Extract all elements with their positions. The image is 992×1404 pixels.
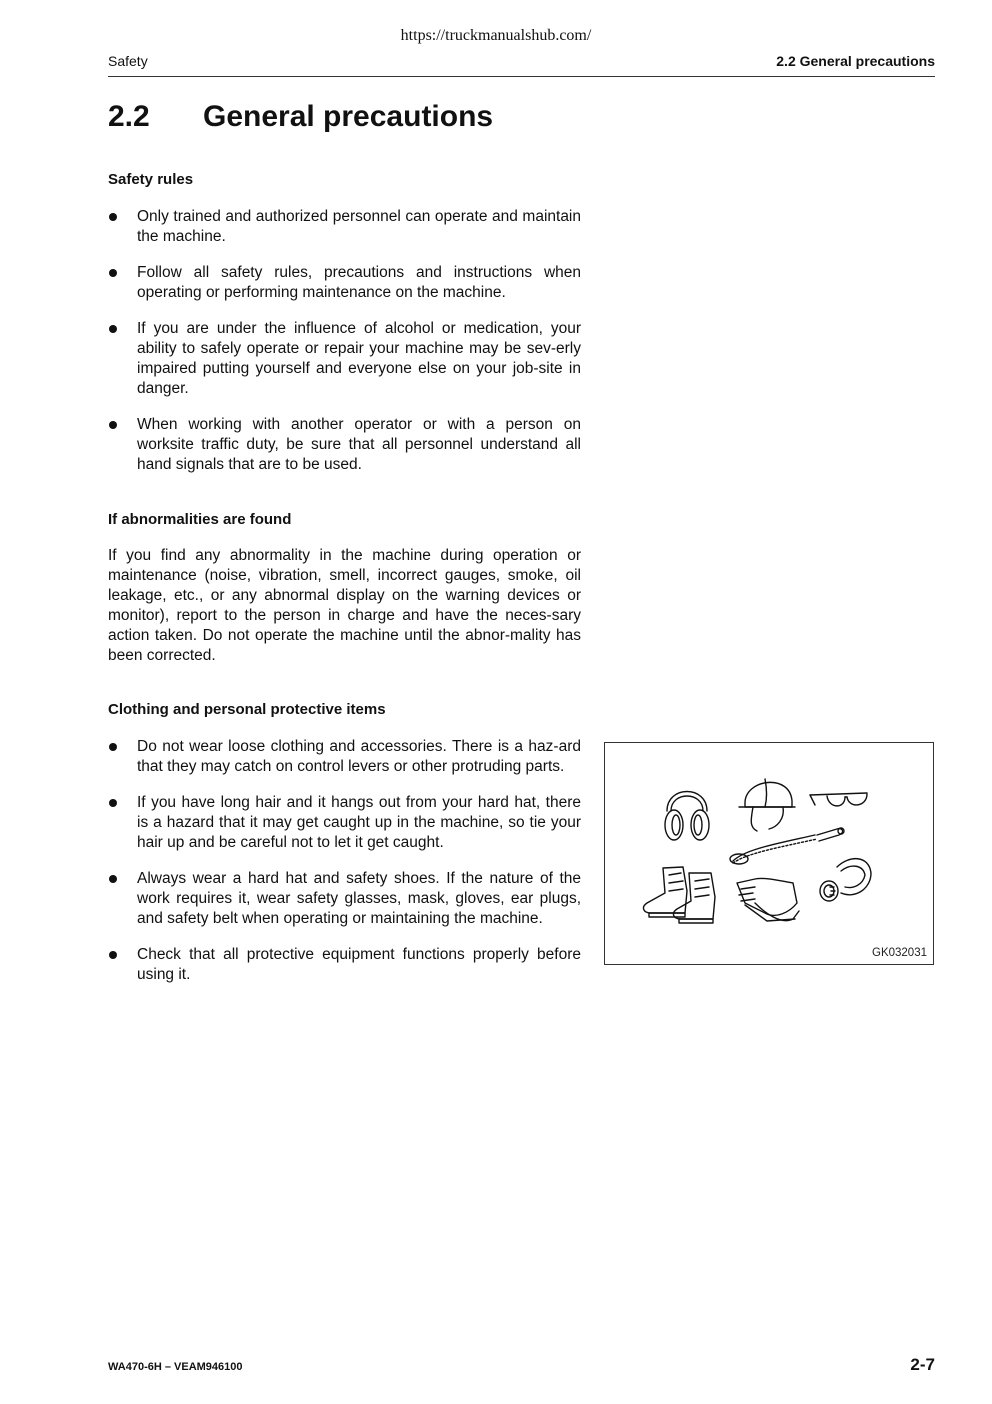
respirator-mask-icon xyxy=(820,859,871,901)
list-item-text: Follow all safety rules, precautions and instructions when operating or performing maintenance on the machine. xyxy=(137,264,581,301)
list-item xyxy=(108,793,581,853)
page-number: 2-7 xyxy=(910,1355,935,1374)
title-text: General precautions xyxy=(203,100,494,133)
section-safety-rules xyxy=(108,171,581,491)
safety-belt-icon xyxy=(730,828,844,864)
list-item xyxy=(108,945,581,985)
list-item-text: Do not wear loose clothing and accessories. There is a haz-ard that they may catch on control levers or other protruding parts. xyxy=(137,738,581,775)
bullet-dot xyxy=(109,269,117,277)
bullet-dot xyxy=(109,421,117,429)
section-heading: Clothing and personal protective items xyxy=(108,701,386,718)
gloves-icon xyxy=(737,878,799,921)
list-item-text: If you are under the influence of alcohol or medication, your ability to safely operate or repair your machine may be sev-erly impaired putting yourself and everyone else on your job-site in danger. xyxy=(137,320,581,397)
section-clothing xyxy=(108,701,581,1001)
header-section-name: Safety xyxy=(108,53,148,69)
list-item-text: Only trained and authorized personnel can operate and maintain the machine. xyxy=(137,208,581,245)
bullet-dot xyxy=(109,213,117,221)
section-paragraph: If you find any abnormality in the machine during operation or maintenance (noise, vibration, smell, incorrect gauges, smoke, oil leakage, etc., or any abnormal display on the warning devices or monitor), report to the person in charge and have the neces-sary action taken. Do not operate the machine until the abnor-mality has been corrected. xyxy=(108,547,581,664)
header-divider xyxy=(108,76,935,77)
list-item xyxy=(108,319,581,399)
list-item-text: When working with another operator or with a person on worksite traffic duty, be sure that all personnel understand all hand signals that are to be used. xyxy=(137,416,581,473)
bullet-dot xyxy=(109,799,117,807)
list-item xyxy=(108,869,581,929)
list-item xyxy=(108,207,581,247)
figure-code: GK032031 xyxy=(872,947,927,959)
source-url[interactable]: https://truckmanualshub.com/ xyxy=(400,27,592,44)
section-heading: Safety rules xyxy=(108,171,194,188)
ear-muffs-icon xyxy=(665,792,709,841)
list-item-text: Check that all protective equipment functions properly before using it. xyxy=(137,946,581,983)
section-heading: If abnormalities are found xyxy=(108,511,292,528)
safety-glasses-icon xyxy=(810,793,867,806)
list-item xyxy=(108,263,581,303)
page-title xyxy=(108,100,493,134)
header-chapter-title: 2.2 General precautions xyxy=(776,53,935,69)
bullet-list xyxy=(108,207,581,475)
hard-hat-icon xyxy=(739,779,795,831)
list-item xyxy=(108,737,581,777)
bullet-dot xyxy=(109,325,117,333)
safety-boots-icon xyxy=(644,867,715,923)
bullet-dot xyxy=(109,951,117,959)
footer-model-number: WA470-6H – VEAM946100 xyxy=(108,1361,243,1373)
list-item-text: If you have long hair and it hangs out from your hard hat, there is a hazard that it may get caught up in the machine, so tie your hair up and be careful not to let it get caught. xyxy=(137,794,581,851)
protective-equipment-figure xyxy=(604,742,934,965)
section-abnormalities xyxy=(108,511,581,666)
bullet-dot xyxy=(109,743,117,751)
title-number: 2.2 xyxy=(108,100,150,133)
bullet-dot xyxy=(109,875,117,883)
bullet-list xyxy=(108,737,581,985)
list-item xyxy=(108,415,581,475)
list-item-text: Always wear a hard hat and safety shoes. If the nature of the work requires it, wear safety glasses, mask, gloves, ear plugs, and safety belt when operating or maintaining the machine. xyxy=(137,870,581,927)
